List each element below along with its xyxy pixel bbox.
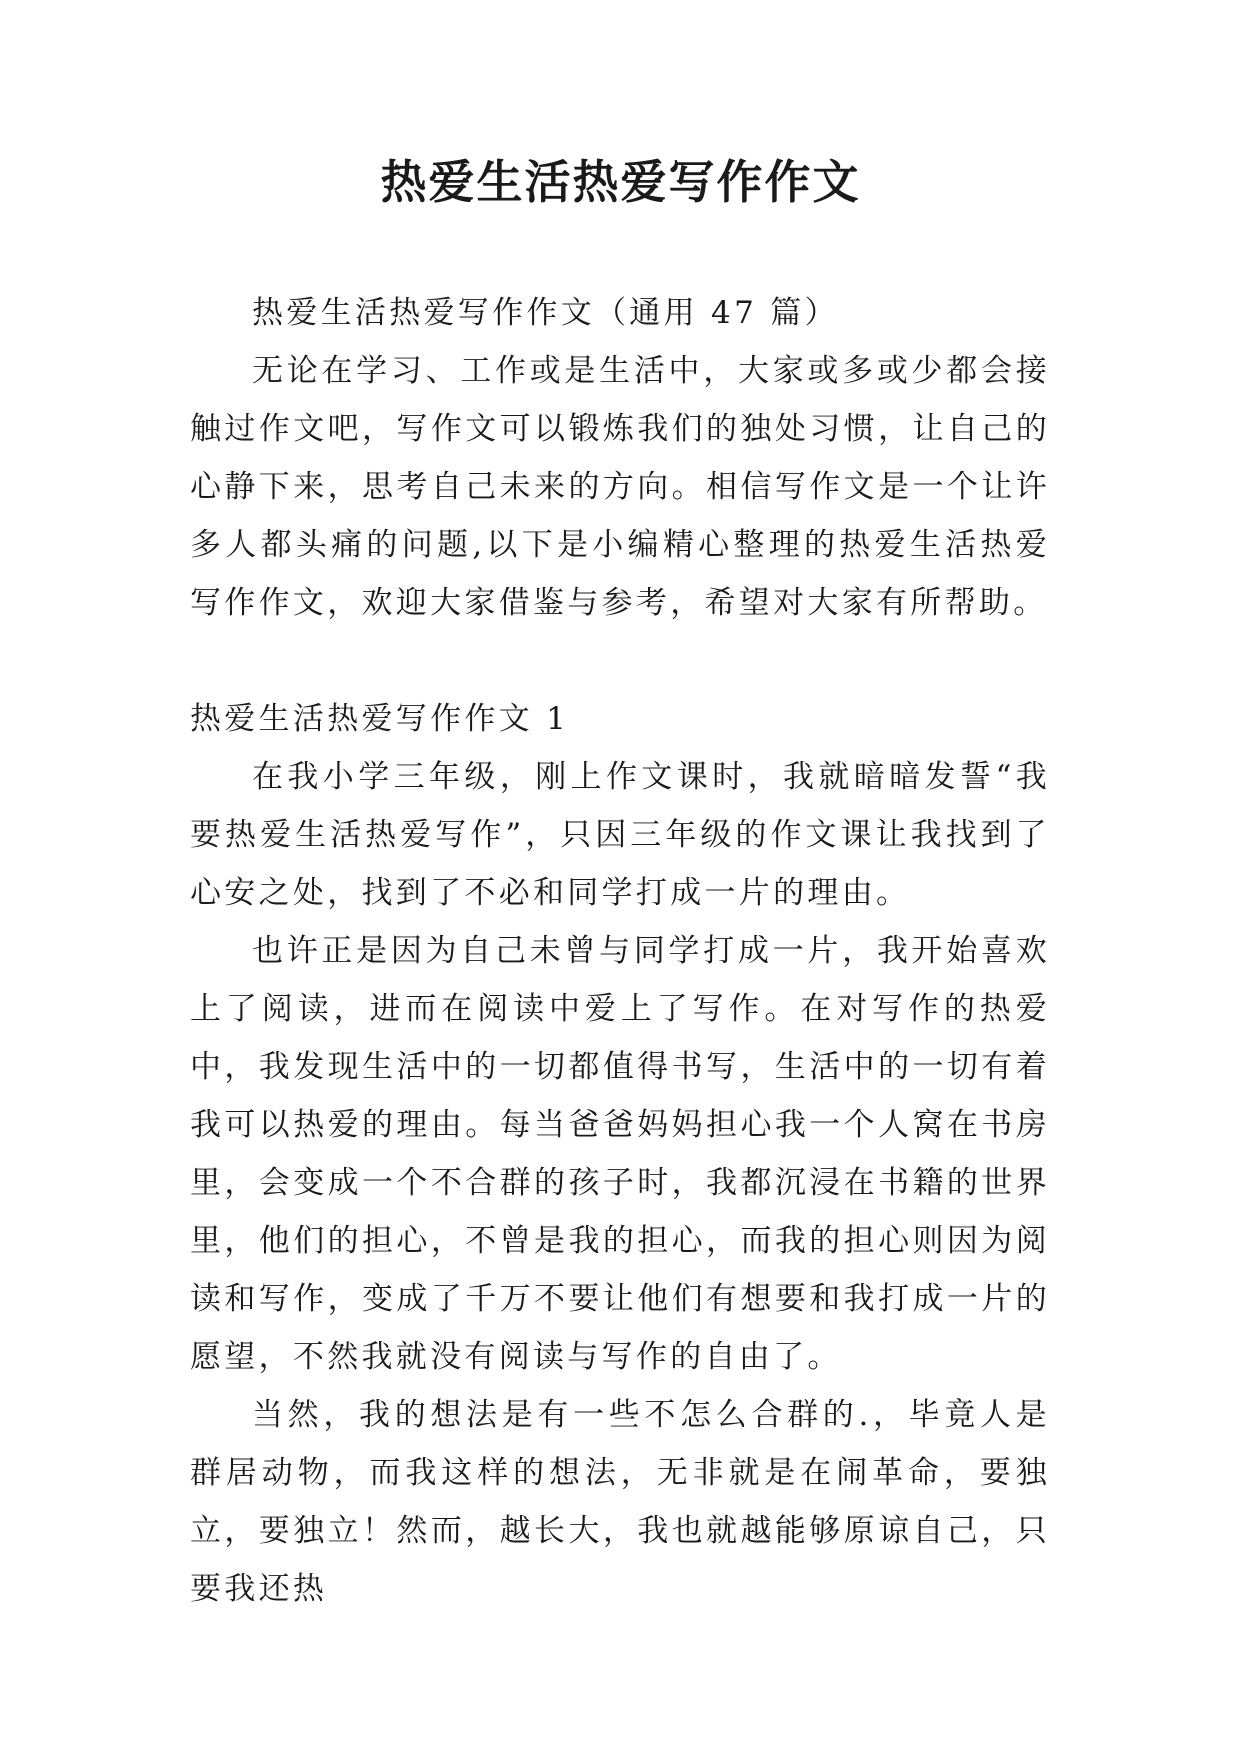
- document-title: 热爱生活热爱写作作文: [380, 155, 861, 209]
- document-body: [190, 284, 1050, 1618]
- body-paragraph: 也许正是因为自己未曾与同学打成一片，我开始喜欢上了阅读，进而在阅读中爱上了写作。在对写作的热爱中，我发现生活中的一切都值得书写，生活中的一切有着我可以热爱的理由。每当爸爸妈妈担心我一个人窝在书房里，会变成一个不合群的孩子时，我都沉浸在书籍的世界里，他们的担心，不曾是我的担心，而我的担心则因为阅读和写作，变成了千万不要让他们有想要和我打成一片的愿望，不然我就没有阅读与写作的自由了。: [190, 933, 1050, 1375]
- intro-paragraph: 无论在学习、工作或是生活中，大家或多或少都会接触过作文吧，写作文可以锻炼我们的独处习惯，让自己的心静下来，思考自己未来的方向。相信写作文是一个让许多人都头痛的问题,以下是小编精心整理的热爱生活热爱写作作文，欢迎大家借鉴与参考，希望对大家有所帮助。: [190, 353, 1050, 621]
- body-paragraph: 当然，我的想法是有一些不怎么合群的.，毕竟人是群居动物，而我这样的想法，无非就是在闹革命，要独立，要独立！然而，越长大，我也就越能够原谅自己，只要我还热: [190, 1397, 1050, 1607]
- section-heading: 热爱生活热爱写作作文 1: [190, 701, 570, 737]
- body-paragraph: 在我小学三年级，刚上作文课时，我就暗暗发誓“我要热爱生活热爱写作”，只因三年级的作文课让我找到了心安之处，找到了不必和同学打成一片的理由。: [190, 759, 1050, 911]
- document-subtitle: 热爱生活热爱写作作文（通用 47 篇）: [252, 295, 839, 331]
